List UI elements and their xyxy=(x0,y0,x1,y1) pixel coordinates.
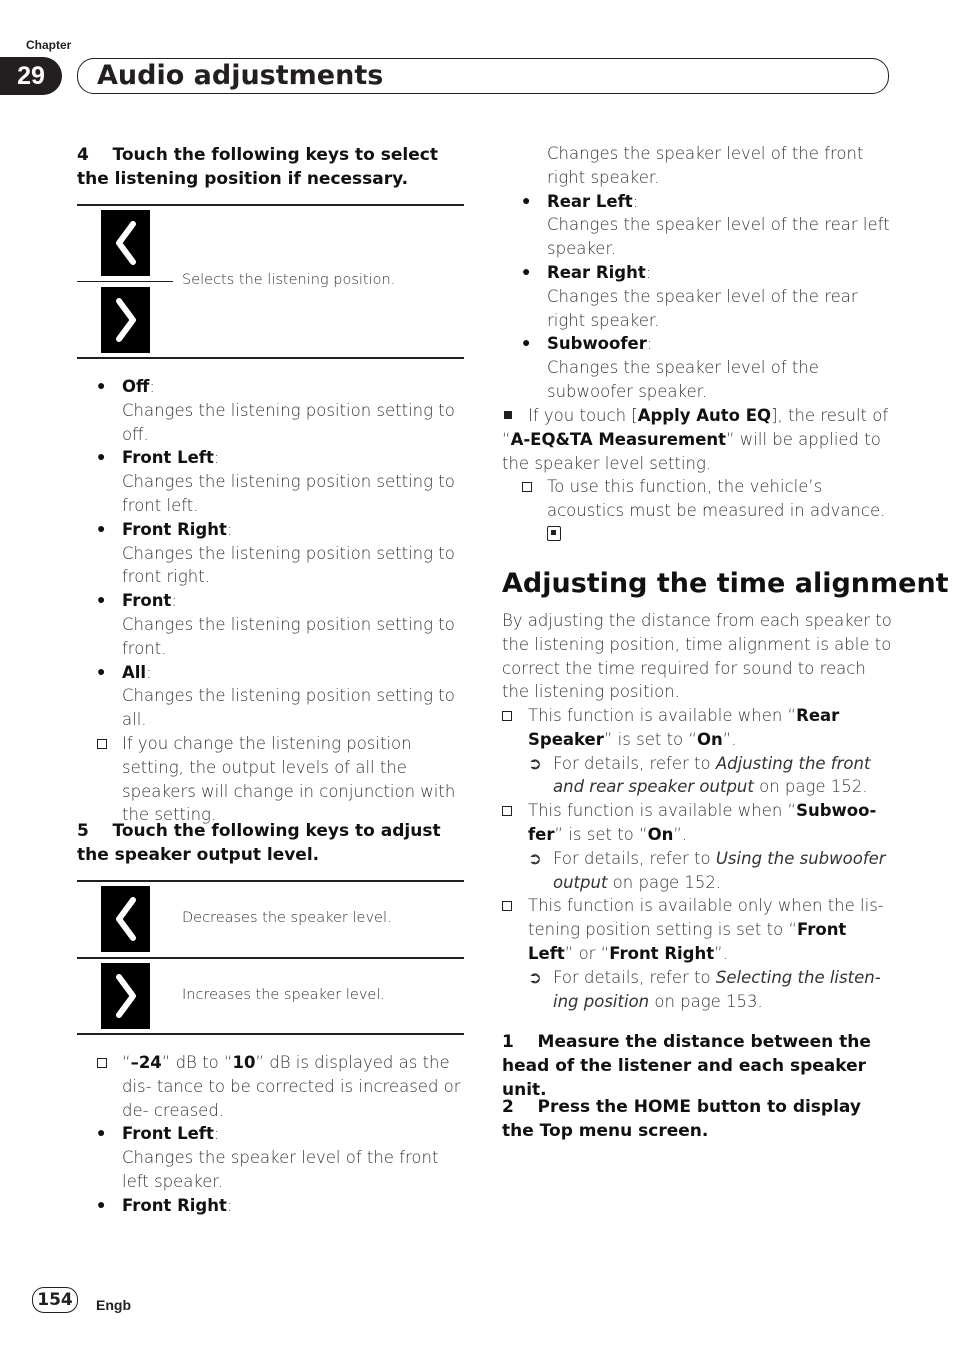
right-arrow-icon xyxy=(101,287,150,353)
step-number: 1 xyxy=(502,1032,514,1052)
speaker-level-notes xyxy=(97,1051,467,1218)
item-desc: Changes the listening position setting to off. xyxy=(122,400,455,444)
decrease-key[interactable] xyxy=(101,886,150,952)
reference: ➲ For details, refer to Adjusting the front and rear speaker output on page 152. xyxy=(528,753,871,797)
step-2 xyxy=(502,1095,894,1143)
list-item: ● Front: Changes the listening position setting to front. xyxy=(97,589,467,660)
note-text: “–24” dB to “10” dB is displayed as the dis- tance to be corrected is increased or de- creased. xyxy=(122,1053,461,1120)
item-label: Front Left xyxy=(122,448,214,468)
reference: ➲ For details, refer to Selecting the listen- ing position on page 153. xyxy=(528,967,881,1011)
step-text: Measure the distance between the head of the listener and each speaker unit. xyxy=(502,1032,871,1100)
note: This function is available when “Rear Speaker” is set to “On”. xyxy=(502,704,894,752)
item-label: Subwoofer xyxy=(547,334,647,354)
left-arrow-key[interactable] xyxy=(101,210,150,276)
note-text: If you change the listening position setting, the output levels of all the speakers will change in conjunction with the setting. xyxy=(122,733,456,825)
table-rule xyxy=(77,880,464,882)
increase-key[interactable] xyxy=(101,963,150,1029)
chapter-title: Audio adjustments xyxy=(97,60,384,91)
item-label: Front xyxy=(122,591,172,611)
step-1 xyxy=(502,1030,894,1102)
arrow-reference-icon: ➲ xyxy=(528,967,542,987)
item-desc: Changes the listening position setting to front left. xyxy=(122,472,455,515)
step-text: Touch the following keys to adjust the speaker output level. xyxy=(77,821,441,865)
table-rule xyxy=(77,1033,464,1035)
key-description: Decreases the speaker level. xyxy=(182,910,392,926)
listening-position-options xyxy=(97,375,467,827)
step-number: 5 xyxy=(77,821,89,841)
list-item: ● Off: Changes the listening position setting to off. xyxy=(97,375,467,446)
page-number: 154 xyxy=(32,1287,78,1313)
list-item: ● All: Changes the listening position setting to all. xyxy=(97,661,467,732)
item-label: Rear Right xyxy=(547,262,646,282)
left-arrow-icon xyxy=(101,210,150,276)
step-number: 4 xyxy=(77,145,89,165)
conditions xyxy=(502,704,894,1013)
note-checkbox-icon xyxy=(522,482,532,492)
right-arrow-key[interactable] xyxy=(101,287,150,353)
list-item: ● Subwoofer: Changes the speaker level of the subwoofer speaker. xyxy=(522,332,894,403)
arrow-reference-icon: ➲ xyxy=(528,848,542,868)
key-description: Increases the speaker level. xyxy=(182,987,385,1003)
table-rule xyxy=(77,357,464,359)
language-code: Engb xyxy=(96,1297,131,1313)
section-title: Adjusting the time alignment xyxy=(502,568,949,599)
item-label: Front Right xyxy=(122,519,227,539)
item-label: Front Left xyxy=(122,1124,214,1144)
list-item: ● Front Left: Changes the listening position setting to front left. xyxy=(97,446,467,517)
item-desc: Changes the speaker level of the subwoofer speaker. xyxy=(547,358,819,401)
note-checkbox-icon xyxy=(502,711,512,721)
right-arrow-icon xyxy=(101,963,150,1029)
item-desc: Changes the speaker level of the front right speaker. xyxy=(547,144,864,187)
table-rule xyxy=(77,204,464,206)
item-desc: Changes the listening position setting to front right. xyxy=(122,543,455,587)
note-apply-auto-eq: If you touch [Apply Auto EQ], the result of “A-EQ&TA Measurement” will be applied to the speaker level setting. xyxy=(502,406,889,473)
note: This function is available only when the lis- tening position setting is set to “Front Left” or “Front Right”. xyxy=(502,894,894,965)
arrow-reference-icon: ➲ xyxy=(528,753,542,773)
step-text: Press the HOME button to display the Top menu screen. xyxy=(502,1097,861,1141)
list-item: ● Front Right: xyxy=(97,1195,233,1215)
list-item: ● Rear Right: Changes the speaker level of the rear right speaker. xyxy=(522,261,894,332)
step-5 xyxy=(77,819,467,867)
left-arrow-icon xyxy=(101,886,150,952)
note xyxy=(97,732,467,827)
speaker-level-options xyxy=(522,142,894,404)
step-number: 2 xyxy=(502,1097,514,1117)
note: This function is available when “Subwoo- fer” is set to “On”. xyxy=(502,799,894,847)
key-description: Selects the listening position. xyxy=(182,272,396,288)
item-label: Front Right xyxy=(122,1195,227,1215)
item-desc: Changes the speaker level of the rear left speaker. xyxy=(547,215,890,259)
item-desc: Changes the speaker level of the rear right speaker. xyxy=(547,286,858,330)
item-label: All xyxy=(122,662,147,682)
note-checkbox-icon xyxy=(97,739,107,749)
item-desc: Changes the speaker level of the front left speaker. xyxy=(122,1148,439,1191)
item-label: Off xyxy=(122,377,150,396)
list-item: ● Rear Left: Changes the speaker level of the rear left speaker. xyxy=(522,190,894,261)
square-bullet-icon xyxy=(504,411,512,419)
item-desc: Changes the listening position setting to front. xyxy=(122,614,455,658)
list-item: ● Front Right: Changes the listening position setting to front right. xyxy=(97,518,467,589)
note-checkbox-icon xyxy=(502,806,512,816)
note xyxy=(97,1051,467,1122)
note xyxy=(522,475,894,546)
table-divider xyxy=(77,281,173,282)
step-4 xyxy=(77,143,467,191)
item-label: Rear Left xyxy=(547,191,633,211)
note-text: To use this function, the vehicle’s acoustics must be measured in advance. xyxy=(547,477,886,520)
end-mark-icon xyxy=(547,526,561,541)
reference: ➲ For details, refer to Using the subwoofer output on page 152. xyxy=(528,848,886,892)
note-checkbox-icon xyxy=(502,901,512,911)
list-item: ● Front Left: Changes the speaker level of the front left speaker. xyxy=(97,1122,467,1193)
table-divider xyxy=(77,957,464,959)
item-desc: Changes the listening position setting to all. xyxy=(122,686,455,730)
section-intro: By adjusting the distance from each speaker to the listening position, time alignment is able to correct the time required for sound to reach the listening position. xyxy=(502,611,892,702)
chapter-number-badge: 29 xyxy=(0,57,62,95)
chapter-label: Chapter xyxy=(26,38,72,52)
step-text: Touch the following keys to select the listening position if necessary. xyxy=(77,145,438,189)
note-checkbox-icon xyxy=(97,1058,107,1068)
